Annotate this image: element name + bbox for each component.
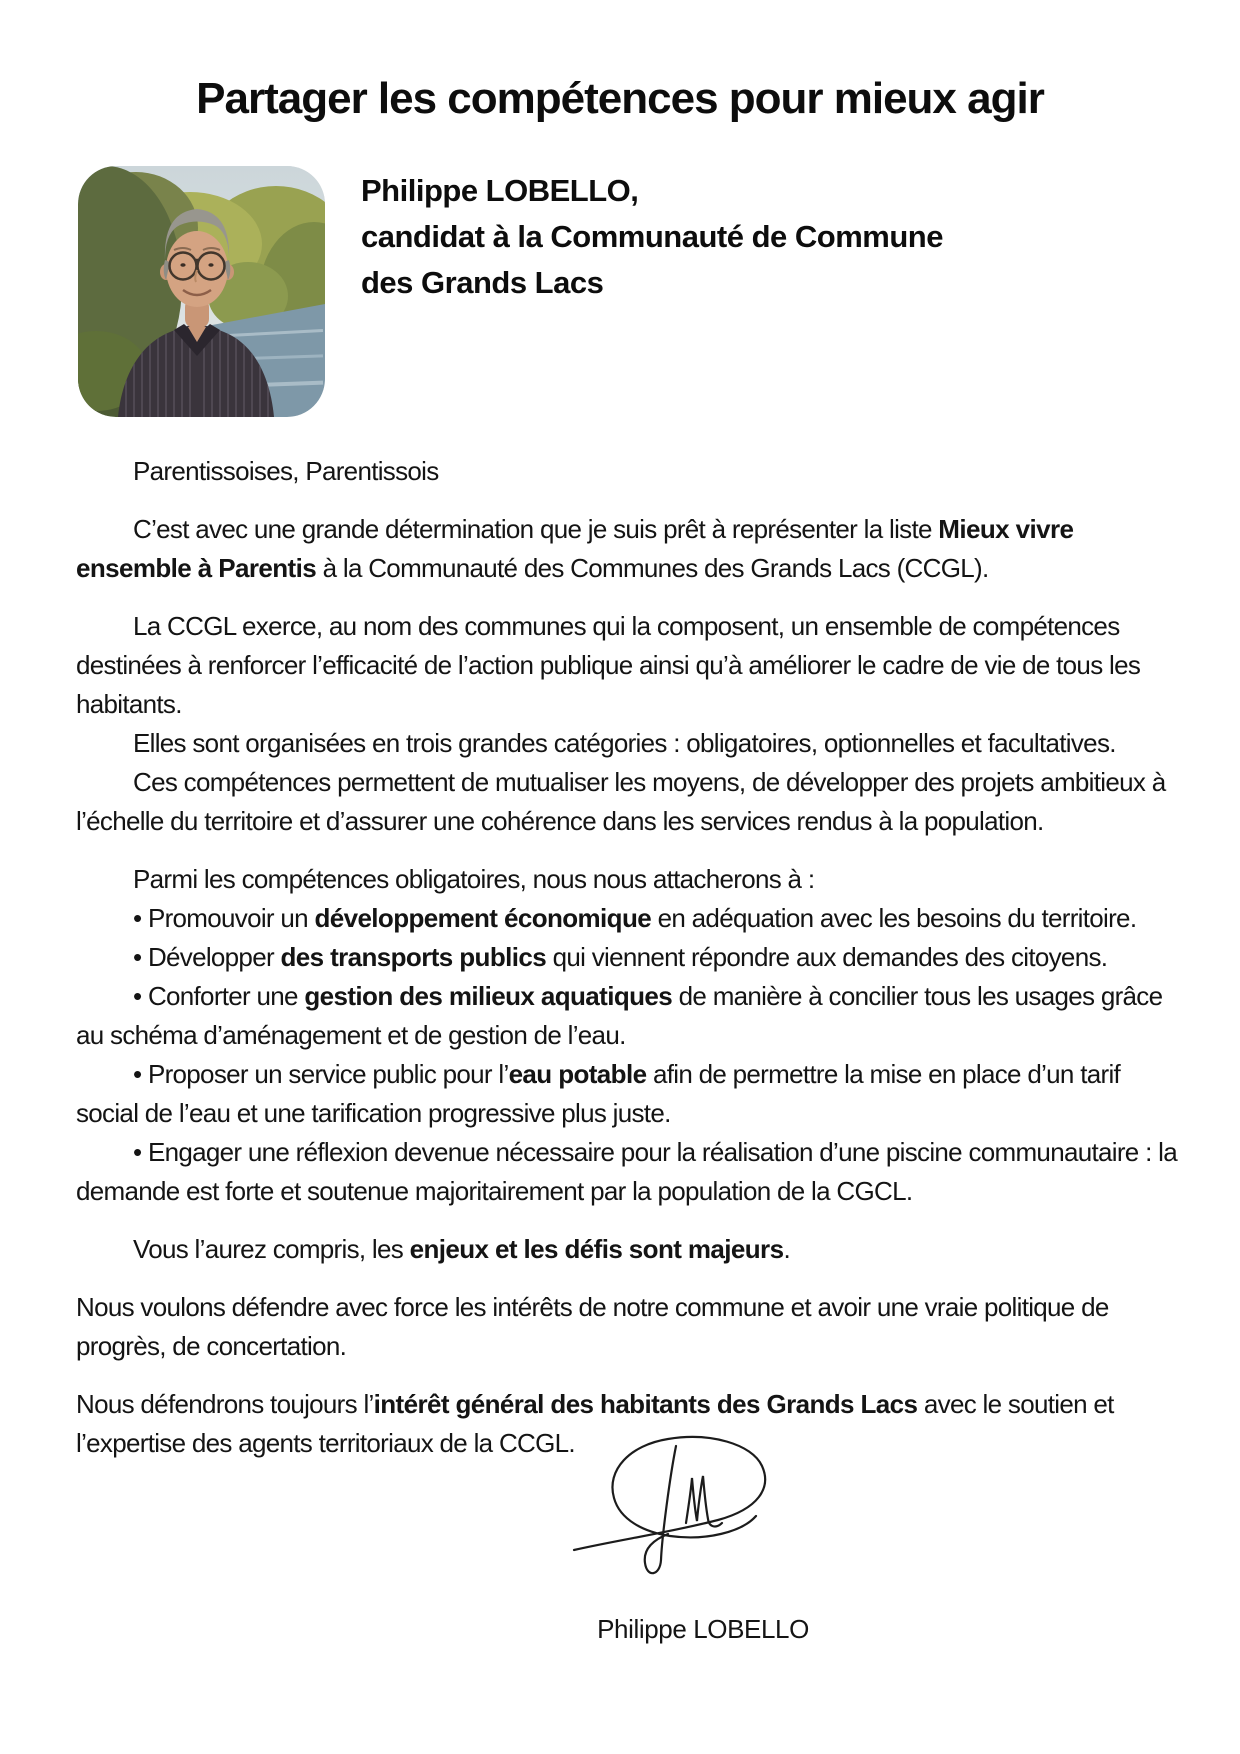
candidate-role-line-1: candidat à la Communauté de Commune (361, 219, 943, 254)
bullet-marker: • (133, 1137, 148, 1167)
emphasis-text: développement économique (314, 903, 652, 933)
letter-body (76, 452, 1181, 1463)
text-run: Nous défendrons toujours l’ (76, 1389, 374, 1419)
text-run: Promouvoir un (147, 903, 315, 933)
text-run: . (783, 1234, 790, 1264)
text-run: Parentissoises, Parentissois (133, 456, 439, 486)
emphasis-text: gestion des milieux aquatiques (304, 981, 673, 1011)
handwritten-signature (560, 1428, 775, 1576)
bullet-paragraph (76, 899, 1181, 938)
text-run: Conforter une (147, 981, 305, 1011)
emphasis-text: eau potable (508, 1059, 647, 1089)
text-run: Ces compétences permettent de mutualiser les moyens, de développer des projets ambitieux à l’échelle du territoire et d’assurer une cohérence dans les services rendus à la population. (76, 767, 1166, 836)
bullet-marker: • (133, 981, 148, 1011)
emphasis-text: enjeux et les défis sont majeurs (409, 1234, 784, 1264)
text-run: en adéquation avec les besoins du territoire. (651, 903, 1137, 933)
text-run: Proposer un service public pour l’ (147, 1059, 509, 1089)
bullet-marker: • (133, 942, 148, 972)
text-run: de manière à concilier tous les usages grâce au schéma d’aménagement et de gestion de l’eau. (76, 981, 1163, 1050)
paragraph (76, 452, 1181, 491)
paragraph (76, 860, 1181, 899)
paragraph (76, 607, 1181, 724)
text-run: Développer (147, 942, 281, 972)
candidate-name: Philippe LOBELLO, (361, 173, 639, 208)
bullet-paragraph (76, 1055, 1181, 1133)
text-run: Vous l’aurez compris, les (133, 1234, 410, 1264)
text-run: Parmi les compétences obligatoires, nous nous attacherons à : (133, 864, 815, 894)
emphasis-text: des transports publics (280, 942, 547, 972)
candidate-name-block (361, 166, 943, 306)
bullet-marker: • (133, 1059, 148, 1089)
text-run: C’est avec une grande détermination que je suis prêt à représenter la liste (133, 514, 939, 544)
paragraph (76, 510, 1181, 588)
paragraph (76, 724, 1181, 763)
paragraph (76, 763, 1181, 841)
bullet-paragraph (76, 938, 1181, 977)
text-run: La CCGL exerce, au nom des communes qui la composent, un ensemble de compétences destinées à renforcer l’efficacité de l’action publique ainsi qu’à améliorer le cadre de vie de tous les habitants. (76, 611, 1141, 719)
bullet-marker: • (133, 903, 148, 933)
paragraph (76, 1230, 1181, 1269)
text-run: Nous voulons défendre avec force les intérêts de notre commune et avoir une vraie politique de progrès, de concertation. (76, 1292, 1109, 1361)
page-title: Partager les compétences pour mieux agir (196, 74, 1044, 123)
bullet-paragraph (76, 977, 1181, 1055)
candidate-photo (78, 166, 325, 417)
candidate-role-line-2: des Grands Lacs (361, 265, 604, 300)
text-run: qui viennent répondre aux demandes des citoyens. (546, 942, 1108, 972)
text-run: à la Communauté des Communes des Grands Lacs (CCGL). (316, 553, 989, 583)
text-run: avec le soutien et l’expertise des agents territoriaux de la CCGL. (76, 1389, 1114, 1458)
text-run: afin de permettre la mise en place d’un tarif social de l’eau et une tarification progressive plus juste. (76, 1059, 1121, 1128)
paragraph (76, 1288, 1181, 1366)
text-run: Engager une réflexion devenue nécessaire pour la réalisation d’une piscine communautaire : la demande est forte et soutenue majoritairement par la population de la CGCL. (76, 1137, 1177, 1206)
emphasis-text: intérêt général des habitants des Grands Lacs (373, 1389, 918, 1419)
candidate-header (78, 166, 943, 417)
signer-name: Philippe LOBELLO (597, 1614, 809, 1644)
signature-stroke (560, 1428, 775, 1576)
emphasis-text: Mieux vivre ensemble à Parentis (76, 514, 1074, 583)
bullet-paragraph (76, 1133, 1181, 1211)
portrait-illustration (78, 166, 325, 417)
text-run: Elles sont organisées en trois grandes catégories : obligatoires, optionnelles et facultatives. (133, 728, 1116, 758)
